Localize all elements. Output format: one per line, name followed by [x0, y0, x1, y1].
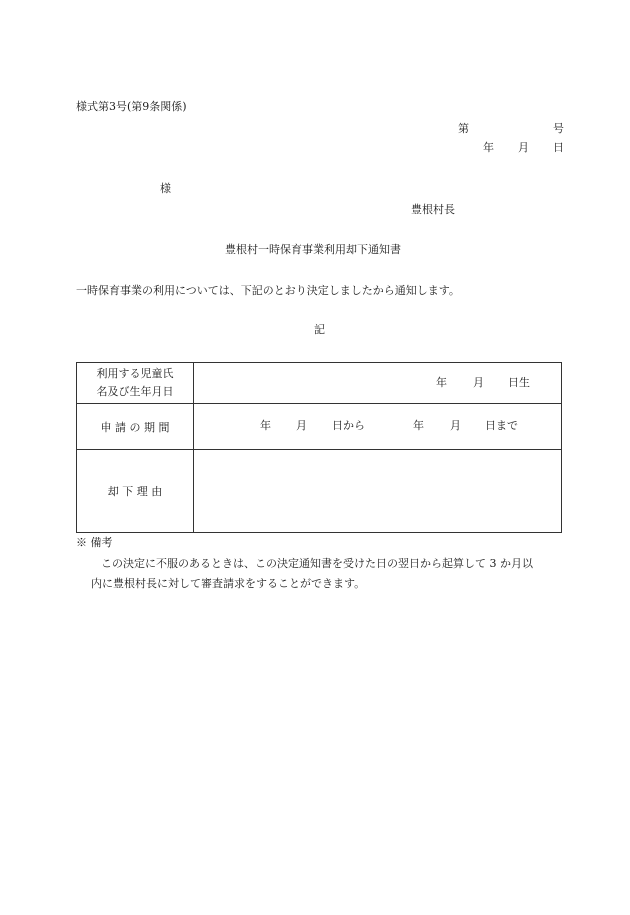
birth-year: 年	[436, 376, 447, 389]
date-year: 年	[483, 141, 494, 154]
date-day: 日	[553, 141, 564, 154]
period-to-day: 日まで	[485, 419, 518, 432]
table-row-child	[77, 363, 562, 404]
birth-month: 月	[473, 376, 484, 389]
intro-text: 一時保育事業の利用については、下記のとおり決定しましたから通知します。	[76, 284, 460, 297]
period-from-month: 月	[296, 419, 307, 432]
note-line-2: 内に豊根村長に対して審査請求をすることができます。	[91, 577, 366, 590]
date-month: 月	[518, 141, 529, 154]
child-label-cell	[77, 363, 194, 404]
number-prefix: 第	[458, 122, 469, 135]
form-id: 様式第3号(第9条関係)	[76, 100, 187, 113]
child-value-cell	[194, 363, 562, 404]
period-label-cell: 申 請 の 期 間	[77, 404, 194, 450]
details-table	[76, 362, 562, 533]
ki-label: 記	[314, 323, 325, 336]
child-label-line1: 利用する児童氏	[96, 367, 174, 380]
period-from-year: 年	[260, 419, 271, 432]
period-to-year: 年	[413, 419, 424, 432]
document-title: 豊根村一時保育事業利用却下通知書	[225, 243, 401, 256]
period-value-cell	[194, 404, 562, 450]
reason-value-cell	[194, 450, 562, 533]
note-line-1: この決定に不服のあるときは、この決定通知書を受けた日の翌日から起算して 3 か月以	[101, 557, 533, 570]
issuer: 豊根村長	[411, 203, 455, 216]
period-from-day: 日から	[332, 419, 365, 432]
note-heading: ※ 備考	[76, 536, 113, 549]
table-row-reason	[77, 450, 562, 533]
period-to-month: 月	[450, 419, 461, 432]
number-suffix: 号	[553, 122, 564, 135]
table-row-period	[77, 404, 562, 450]
reason-label-cell: 却 下 理 由	[77, 450, 194, 533]
addressee-suffix: 様	[160, 182, 171, 195]
child-label-line2: 名及び生年月日	[96, 385, 174, 398]
birth-day: 日生	[508, 376, 530, 389]
